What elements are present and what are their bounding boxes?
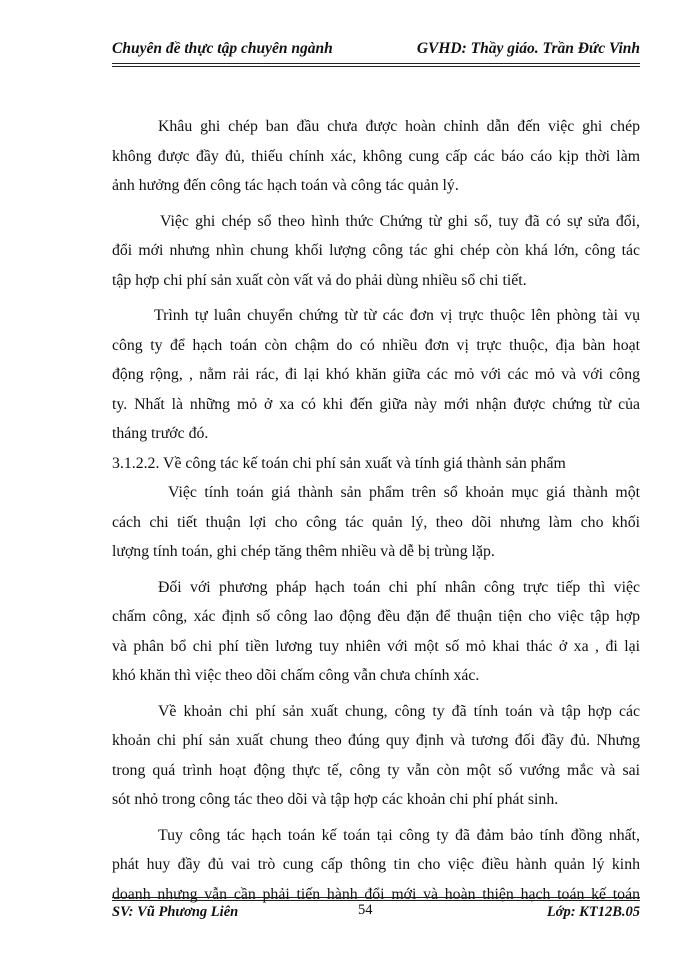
paragraph-2 bbox=[112, 207, 640, 296]
paragraph-line: Đối với phương pháp hạch toán chi phí nhân công trực tiếp thì việc bbox=[158, 578, 640, 596]
paragraph-line: phát huy đầy đủ vai trò cung cấp thông tin cho việc điều hành quản lý kinh bbox=[112, 856, 640, 873]
paragraph-3 bbox=[112, 301, 640, 449]
paragraph-line: ảnh hưởng đến công tác hạch toán và công tác quản lý. bbox=[112, 177, 459, 194]
header-rule bbox=[112, 63, 640, 64]
page-number: 54 bbox=[358, 902, 373, 918]
paragraph-line: tập hợp chi phí sản xuất còn vất vả do phải dùng nhiều sổ chi tiết. bbox=[112, 271, 527, 289]
section-heading: 3.1.2.2. Về công tác kế toán chi phí sản xuất và tính giá thành sản phẩm bbox=[112, 454, 566, 472]
page-footer bbox=[112, 902, 640, 924]
paragraph-line: động rộng, , nằm rải rác, đi lại khó khăn giữa các mỏ với các mỏ và với công bbox=[112, 366, 640, 383]
paragraph-line: Việc tính toán giá thành sản phẩm trên sổ khoản mục giá thành một bbox=[168, 484, 640, 501]
footer-rule bbox=[112, 897, 640, 898]
paragraph-line: doanh nhưng vẫn cần phải tiến hành đổi mới và hoàn thiện hạch toán kế toán bbox=[112, 885, 640, 903]
document-body bbox=[112, 112, 640, 909]
footer-rule-thin bbox=[112, 900, 640, 901]
paragraph-line: Khâu ghi chép ban đầu chưa được hoàn chỉnh dẫn đến việc ghi chép bbox=[158, 118, 640, 135]
page-header bbox=[112, 38, 640, 60]
paragraph-line: Về khoản chi phí sản xuất chung, công ty đã tính toán và tập hợp các bbox=[158, 702, 640, 720]
paragraph-line: lượng tính toán, ghi chép tăng thêm nhiều và dễ bị trùng lặp. bbox=[112, 543, 495, 560]
paragraph-line: trong quá trình hoạt động thực tế, công ty vẫn còn một số vướng mắc và sai bbox=[112, 761, 640, 779]
paragraph-line: ty. Nhất là những mỏ ở xa có khi đến giữa này mới nhận được chứng từ của bbox=[112, 395, 640, 413]
header-advisor: GVHD: Thầy giáo. Trần Đức Vinh bbox=[416, 40, 640, 57]
paragraph-5 bbox=[112, 573, 640, 691]
paragraph-line: Trình tự luân chuyển chứng từ từ các đơn vị trực thuộc lên phòng tài vụ bbox=[154, 307, 640, 324]
paragraph-line: cách chi tiết thuận lợi cho công tác quản lý, theo dõi nhưng làm cho khối bbox=[112, 513, 640, 531]
paragraph-line: tháng trước đó. bbox=[112, 425, 209, 442]
paragraph-line: và phân bổ chi phí tiền lương tuy nhiên với một số mỏ khai thác ở xa , đi lại bbox=[112, 637, 640, 655]
footer-student: SV: Vũ Phương Liên bbox=[112, 904, 239, 920]
header-rule-thin bbox=[112, 66, 640, 67]
footer-class: Lớp: KT12B.05 bbox=[546, 904, 640, 920]
paragraph-7 bbox=[112, 821, 640, 910]
paragraph-line: khoản chi phí sản xuất chung theo đúng quy định và tương đối đầy đủ. Nhưng bbox=[112, 732, 640, 749]
paragraph-4 bbox=[112, 478, 640, 567]
paragraph-line: không được đầy đủ, thiếu chính xác, không cung cấp các báo cáo kịp thời làm bbox=[112, 147, 640, 165]
paragraph-6 bbox=[112, 697, 640, 815]
paragraph-1 bbox=[112, 112, 640, 201]
paragraph-line: chấm công, xác định số công lao động đều đặn để thuận tiện cho việc tập hợp bbox=[112, 608, 640, 625]
paragraph-line: Tuy công tác hạch toán kế toán tại công ty đã đảm bảo tính đồng nhất, bbox=[158, 826, 640, 844]
paragraph-line: đổi mới nhưng nhìn chung khối lượng công tác ghi chép còn khá lớn, công tác bbox=[112, 242, 640, 259]
paragraph-line: sót nhỏ trong công tác theo dõi và tập hợp các khoản chi phí phát sinh. bbox=[112, 791, 559, 808]
paragraph-line: khó khăn thì việc theo dõi chấm công vẫn chưa chính xác. bbox=[112, 667, 480, 684]
paragraph-line: Việc ghi chép sổ theo hình thức Chứng từ ghi sổ, tuy đã có sự sửa đổi, bbox=[160, 212, 640, 230]
paragraph-line: công ty để hạch toán còn chậm do có nhiều đơn vị trực thuộc, địa bàn hoạt bbox=[112, 336, 640, 354]
header-title: Chuyên đề thực tập chuyên ngành bbox=[112, 40, 333, 57]
